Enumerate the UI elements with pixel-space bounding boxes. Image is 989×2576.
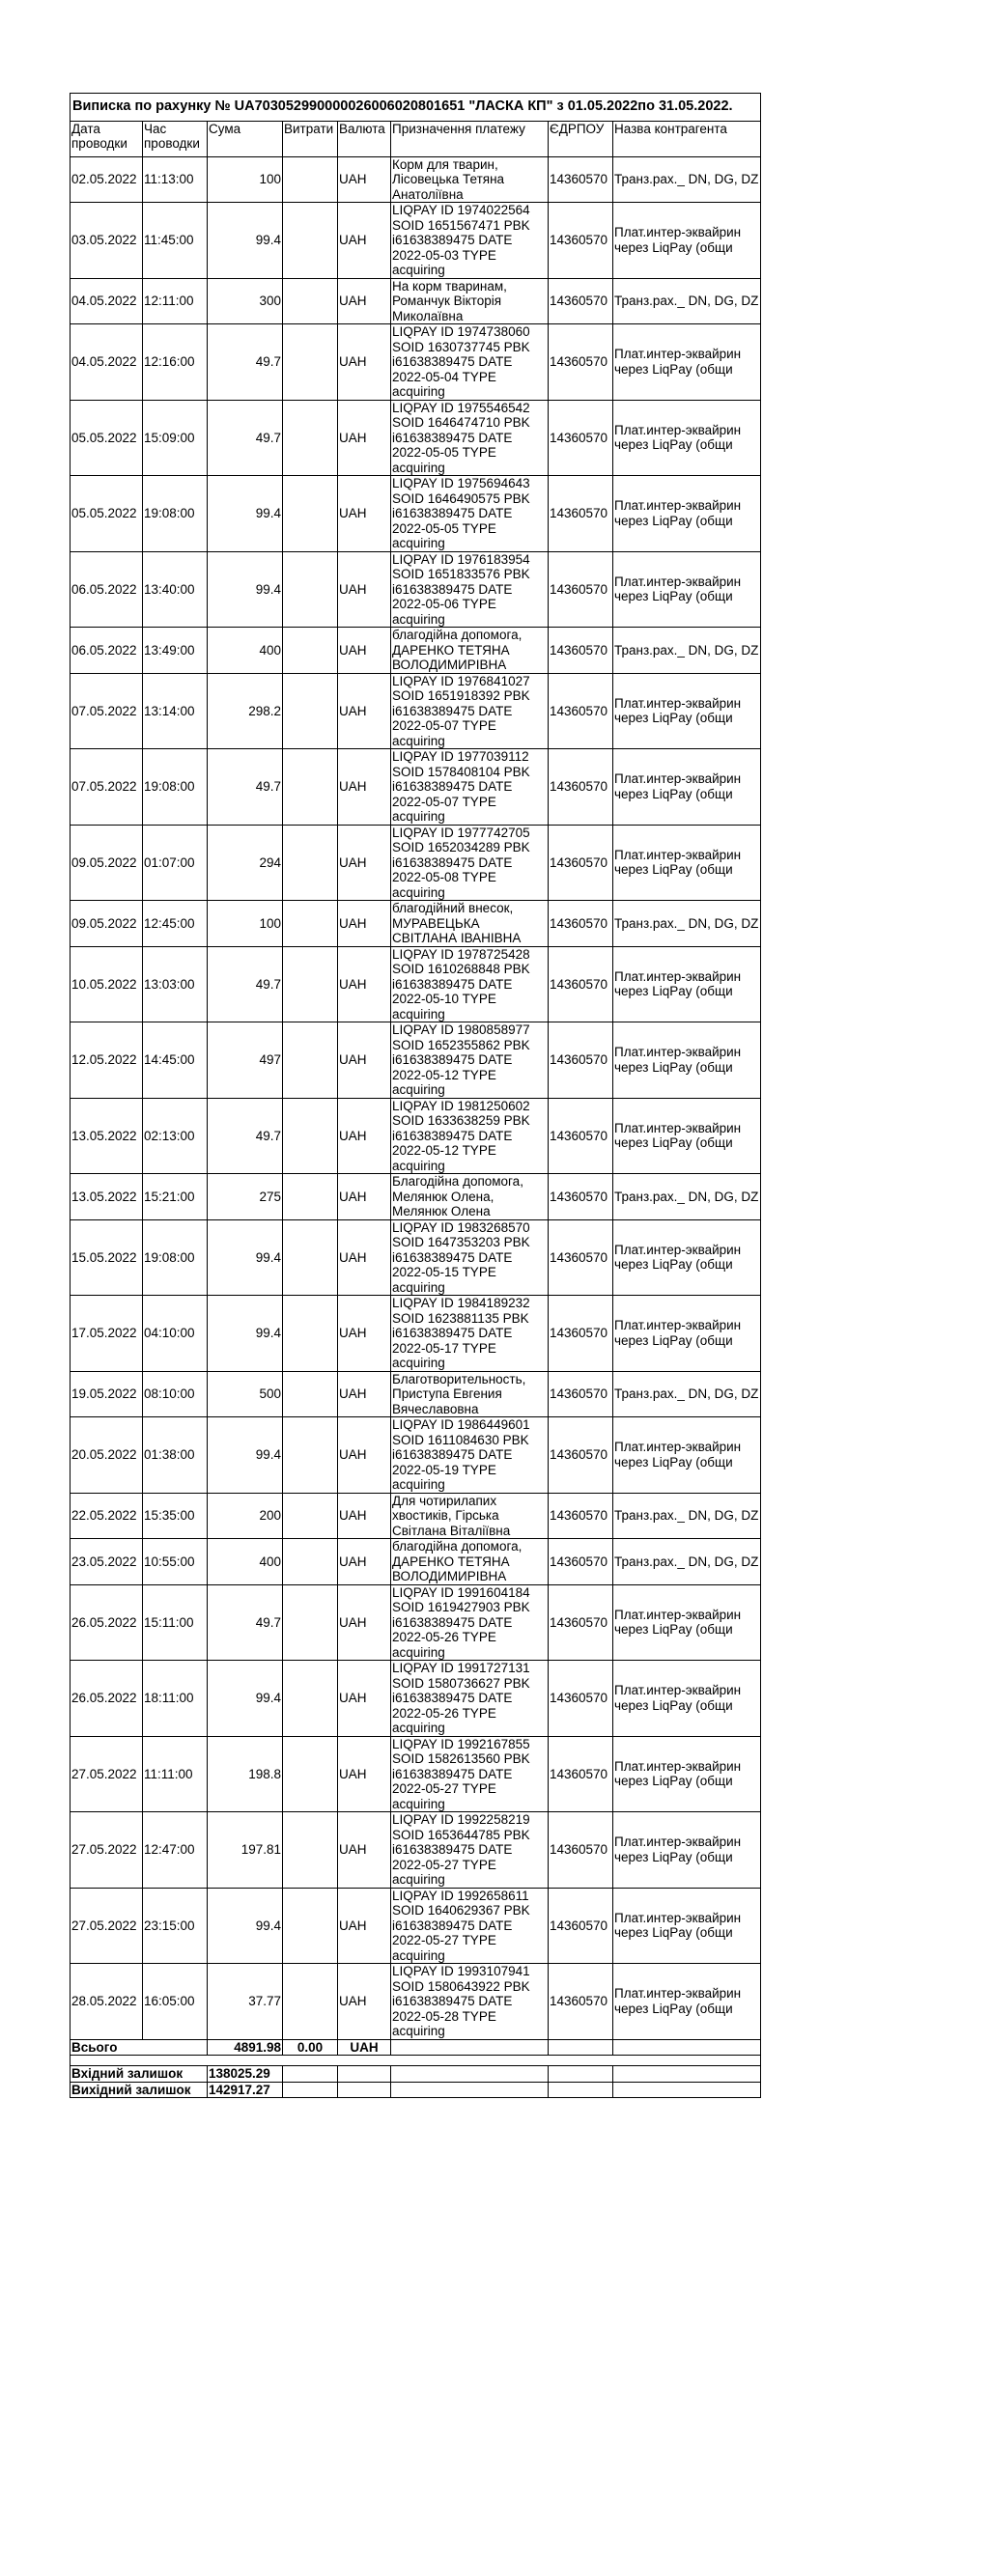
- amount-cell: 99.4: [208, 476, 283, 552]
- table-row: [71, 156, 761, 203]
- purpose-cell: LIQPAY ID 1992167855 SOID 1582613560 PBK i61638389475 DATE 2022-05-27 TYPE acquiring: [391, 1736, 549, 1812]
- amount-cell: 99.4: [208, 203, 283, 279]
- expenses-cell: [283, 324, 338, 401]
- counterparty-cell: Плат.интер-эквайрин через LiqPay (общи: [613, 749, 761, 826]
- purpose-cell: благодійний внесок, МУРАВЕЦЬКА СВІТЛАНА ІВАНІВНА: [391, 901, 549, 947]
- edrpou-cell: 14360570: [549, 1812, 613, 1889]
- time-cell: 16:05:00: [143, 1964, 208, 2040]
- table-row: [71, 551, 761, 628]
- purpose-cell: LIQPAY ID 1991727131 SOID 1580736627 PBK i61638389475 DATE 2022-05-26 TYPE acquiring: [391, 1661, 549, 1737]
- table-row: [71, 1539, 761, 1585]
- table-row: [71, 400, 761, 476]
- edrpou-cell: 14360570: [549, 1584, 613, 1661]
- counterparty-cell: Плат.интер-эквайрин через LiqPay (общи: [613, 1736, 761, 1812]
- counterparty-cell: Плат.интер-эквайрин через LiqPay (общи: [613, 1964, 761, 2040]
- column-header: Витрати: [283, 121, 338, 156]
- counterparty-cell: Плат.интер-эквайрин через LiqPay (общи: [613, 1661, 761, 1737]
- expenses-cell: [283, 476, 338, 552]
- column-header: Дата проводки: [71, 121, 143, 156]
- empty-cell: [613, 2039, 761, 2056]
- expenses-cell: [283, 1584, 338, 1661]
- date-cell: 19.05.2022: [71, 1371, 143, 1417]
- date-cell: 13.05.2022: [71, 1098, 143, 1174]
- date-cell: 12.05.2022: [71, 1022, 143, 1099]
- amount-cell: 500: [208, 1371, 283, 1417]
- empty-cell: [391, 2082, 549, 2098]
- empty-cell: [613, 2082, 761, 2098]
- currency-cell: UAH: [338, 1493, 391, 1539]
- time-cell: 18:11:00: [143, 1661, 208, 1737]
- date-cell: 13.05.2022: [71, 1174, 143, 1220]
- edrpou-cell: 14360570: [549, 749, 613, 826]
- time-cell: 15:09:00: [143, 400, 208, 476]
- currency-cell: UAH: [338, 551, 391, 628]
- header-row: [71, 121, 761, 156]
- counterparty-cell: Транз.рах._ DN, DG, DZ: [613, 1174, 761, 1220]
- date-cell: 26.05.2022: [71, 1584, 143, 1661]
- purpose-cell: LIQPAY ID 1992658611 SOID 1640629367 PBK i61638389475 DATE 2022-05-27 TYPE acquiring: [391, 1888, 549, 1964]
- amount-cell: 200: [208, 1493, 283, 1539]
- counterparty-cell: Транз.рах._ DN, DG, DZ: [613, 156, 761, 203]
- title-row: [71, 94, 761, 122]
- amount-cell: 400: [208, 1539, 283, 1585]
- edrpou-cell: 14360570: [549, 476, 613, 552]
- counterparty-cell: Плат.интер-эквайрин через LiqPay (общи: [613, 400, 761, 476]
- expenses-cell: [283, 1888, 338, 1964]
- table-row: [71, 1022, 761, 1099]
- column-header: Валюта: [338, 121, 391, 156]
- amount-cell: 99.4: [208, 1661, 283, 1737]
- amount-cell: 197.81: [208, 1812, 283, 1889]
- currency-cell: UAH: [338, 1539, 391, 1585]
- table-row: [71, 1812, 761, 1889]
- closing-balance-value: 142917.27: [208, 2082, 283, 2098]
- total-expenses: 0.00: [283, 2039, 338, 2056]
- amount-cell: 198.8: [208, 1736, 283, 1812]
- time-cell: 15:21:00: [143, 1174, 208, 1220]
- counterparty-cell: Плат.интер-эквайрин через LiqPay (общи: [613, 1022, 761, 1099]
- total-currency: UAH: [338, 2039, 391, 2056]
- time-cell: 12:45:00: [143, 901, 208, 947]
- time-cell: 13:49:00: [143, 628, 208, 674]
- counterparty-cell: Плат.интер-эквайрин через LiqPay (общи: [613, 1584, 761, 1661]
- currency-cell: UAH: [338, 1296, 391, 1372]
- currency-cell: UAH: [338, 1661, 391, 1737]
- expenses-cell: [283, 400, 338, 476]
- table-row: [71, 673, 761, 749]
- column-header: Сума: [208, 121, 283, 156]
- date-cell: 06.05.2022: [71, 628, 143, 674]
- currency-cell: UAH: [338, 400, 391, 476]
- purpose-cell: LIQPAY ID 1975694643 SOID 1646490575 PBK i61638389475 DATE 2022-05-05 TYPE acquiring: [391, 476, 549, 552]
- table-row: [71, 1661, 761, 1737]
- expenses-cell: [283, 1661, 338, 1737]
- amount-cell: 100: [208, 156, 283, 203]
- column-header: ЄДРПОУ: [549, 121, 613, 156]
- amount-cell: 99.4: [208, 1417, 283, 1494]
- currency-cell: UAH: [338, 1098, 391, 1174]
- currency-cell: UAH: [338, 156, 391, 203]
- empty-cell: [283, 2082, 338, 2098]
- time-cell: 04:10:00: [143, 1296, 208, 1372]
- table-row: [71, 1296, 761, 1372]
- amount-cell: 49.7: [208, 946, 283, 1022]
- edrpou-cell: 14360570: [549, 1296, 613, 1372]
- purpose-cell: LIQPAY ID 1981250602 SOID 1633638259 PBK i61638389475 DATE 2022-05-12 TYPE acquiring: [391, 1098, 549, 1174]
- empty-cell: [71, 2056, 761, 2066]
- expenses-cell: [283, 1219, 338, 1296]
- edrpou-cell: 14360570: [549, 1539, 613, 1585]
- time-cell: 08:10:00: [143, 1371, 208, 1417]
- date-cell: 03.05.2022: [71, 203, 143, 279]
- purpose-cell: LIQPAY ID 1976841027 SOID 1651918392 PBK i61638389475 DATE 2022-05-07 TYPE acquiring: [391, 673, 549, 749]
- expenses-cell: [283, 1022, 338, 1099]
- counterparty-cell: Транз.рах._ DN, DG, DZ: [613, 1539, 761, 1585]
- time-cell: 13:14:00: [143, 673, 208, 749]
- purpose-cell: LIQPAY ID 1976183954 SOID 1651833576 PBK i61638389475 DATE 2022-05-06 TYPE acquiring: [391, 551, 549, 628]
- empty-cell: [613, 2066, 761, 2083]
- time-cell: 23:15:00: [143, 1888, 208, 1964]
- date-cell: 05.05.2022: [71, 400, 143, 476]
- time-cell: 01:07:00: [143, 825, 208, 901]
- empty-cell: [391, 2039, 549, 2056]
- purpose-cell: LIQPAY ID 1980858977 SOID 1652355862 PBK i61638389475 DATE 2022-05-12 TYPE acquiring: [391, 1022, 549, 1099]
- date-cell: 27.05.2022: [71, 1812, 143, 1889]
- amount-cell: 100: [208, 901, 283, 947]
- purpose-cell: LIQPAY ID 1984189232 SOID 1623881135 PBK i61638389475 DATE 2022-05-17 TYPE acquiring: [391, 1296, 549, 1372]
- expenses-cell: [283, 749, 338, 826]
- table-row: [71, 1219, 761, 1296]
- expenses-cell: [283, 1296, 338, 1372]
- date-cell: 27.05.2022: [71, 1736, 143, 1812]
- expenses-cell: [283, 1736, 338, 1812]
- edrpou-cell: 14360570: [549, 901, 613, 947]
- total-amount: 4891.98: [208, 2039, 283, 2056]
- empty-cell: [549, 2066, 613, 2083]
- time-cell: 19:08:00: [143, 476, 208, 552]
- date-cell: 17.05.2022: [71, 1296, 143, 1372]
- opening-balance-label: Вхідний залишок: [71, 2066, 208, 2083]
- expenses-cell: [283, 946, 338, 1022]
- purpose-cell: LIQPAY ID 1986449601 SOID 1611084630 PBK i61638389475 DATE 2022-05-19 TYPE acquiring: [391, 1417, 549, 1494]
- table-row: [71, 1888, 761, 1964]
- date-cell: 05.05.2022: [71, 476, 143, 552]
- table-row: [71, 1174, 761, 1220]
- date-cell: 26.05.2022: [71, 1661, 143, 1737]
- amount-cell: 49.7: [208, 1098, 283, 1174]
- expenses-cell: [283, 551, 338, 628]
- counterparty-cell: Плат.интер-эквайрин через LiqPay (общи: [613, 1219, 761, 1296]
- purpose-cell: Корм для тварин, Лісовецька Тетяна Анатоліївна: [391, 156, 549, 203]
- counterparty-cell: Плат.интер-эквайрин через LiqPay (общи: [613, 324, 761, 401]
- table-row: [71, 901, 761, 947]
- expenses-cell: [283, 1964, 338, 2040]
- amount-cell: 49.7: [208, 324, 283, 401]
- amount-cell: 298.2: [208, 673, 283, 749]
- time-cell: 15:11:00: [143, 1584, 208, 1661]
- expenses-cell: [283, 1812, 338, 1889]
- table-row: [71, 1964, 761, 2040]
- column-header: Призначення платежу: [391, 121, 549, 156]
- currency-cell: UAH: [338, 1584, 391, 1661]
- currency-cell: UAH: [338, 1964, 391, 2040]
- purpose-cell: Для чотирилапих хвостиків, Гірська Світлана Віталіївна: [391, 1493, 549, 1539]
- empty-cell: [549, 2039, 613, 2056]
- amount-cell: 99.4: [208, 1888, 283, 1964]
- time-cell: 12:47:00: [143, 1812, 208, 1889]
- amount-cell: 275: [208, 1174, 283, 1220]
- counterparty-cell: Плат.интер-эквайрин через LiqPay (общи: [613, 203, 761, 279]
- total-row: [71, 2039, 761, 2056]
- column-header: Назва контрагента: [613, 121, 761, 156]
- edrpou-cell: 14360570: [549, 278, 613, 324]
- bank-statement-table: [70, 93, 761, 2098]
- expenses-cell: [283, 156, 338, 203]
- amount-cell: 99.4: [208, 551, 283, 628]
- edrpou-cell: 14360570: [549, 1219, 613, 1296]
- amount-cell: 99.4: [208, 1296, 283, 1372]
- edrpou-cell: 14360570: [549, 1736, 613, 1812]
- amount-cell: 49.7: [208, 400, 283, 476]
- expenses-cell: [283, 628, 338, 674]
- expenses-cell: [283, 1417, 338, 1494]
- empty-cell: [338, 2082, 391, 2098]
- time-cell: 10:55:00: [143, 1539, 208, 1585]
- expenses-cell: [283, 1174, 338, 1220]
- edrpou-cell: 14360570: [549, 1661, 613, 1737]
- purpose-cell: Благодійна допомога, Мелянюк Олена, Мелянюк Олена: [391, 1174, 549, 1220]
- empty-cell: [391, 2066, 549, 2083]
- time-cell: 19:08:00: [143, 1219, 208, 1296]
- table-row: [71, 203, 761, 279]
- table-row: [71, 1736, 761, 1812]
- currency-cell: UAH: [338, 476, 391, 552]
- edrpou-cell: 14360570: [549, 1371, 613, 1417]
- counterparty-cell: Транз.рах._ DN, DG, DZ: [613, 1371, 761, 1417]
- counterparty-cell: Плат.интер-эквайрин через LiqPay (общи: [613, 551, 761, 628]
- edrpou-cell: 14360570: [549, 1098, 613, 1174]
- table-row: [71, 628, 761, 674]
- time-cell: 02:13:00: [143, 1098, 208, 1174]
- purpose-cell: LIQPAY ID 1983268570 SOID 1647353203 PBK i61638389475 DATE 2022-05-15 TYPE acquiring: [391, 1219, 549, 1296]
- table-row: [71, 278, 761, 324]
- expenses-cell: [283, 278, 338, 324]
- empty-cell: [338, 2066, 391, 2083]
- counterparty-cell: Плат.интер-эквайрин через LiqPay (общи: [613, 1417, 761, 1494]
- date-cell: 07.05.2022: [71, 673, 143, 749]
- empty-cell: [283, 2066, 338, 2083]
- purpose-cell: LIQPAY ID 1978725428 SOID 1610268848 PBK i61638389475 DATE 2022-05-10 TYPE acquiring: [391, 946, 549, 1022]
- currency-cell: UAH: [338, 1417, 391, 1494]
- currency-cell: UAH: [338, 946, 391, 1022]
- counterparty-cell: Плат.интер-эквайрин через LiqPay (общи: [613, 946, 761, 1022]
- edrpou-cell: 14360570: [549, 825, 613, 901]
- currency-cell: UAH: [338, 749, 391, 826]
- amount-cell: 49.7: [208, 1584, 283, 1661]
- amount-cell: 49.7: [208, 749, 283, 826]
- counterparty-cell: Транз.рах._ DN, DG, DZ: [613, 1493, 761, 1539]
- currency-cell: UAH: [338, 1736, 391, 1812]
- currency-cell: UAH: [338, 901, 391, 947]
- currency-cell: UAH: [338, 825, 391, 901]
- counterparty-cell: Транз.рах._ DN, DG, DZ: [613, 901, 761, 947]
- edrpou-cell: 14360570: [549, 628, 613, 674]
- date-cell: 27.05.2022: [71, 1888, 143, 1964]
- purpose-cell: LIQPAY ID 1991604184 SOID 1619427903 PBK i61638389475 DATE 2022-05-26 TYPE acquiring: [391, 1584, 549, 1661]
- closing-balance-row: [71, 2082, 761, 2098]
- opening-balance-value: 138025.29: [208, 2066, 283, 2083]
- purpose-cell: LIQPAY ID 1974738060 SOID 1630737745 PBK i61638389475 DATE 2022-05-04 TYPE acquiring: [391, 324, 549, 401]
- counterparty-cell: Плат.интер-эквайрин через LiqPay (общи: [613, 1888, 761, 1964]
- purpose-cell: LIQPAY ID 1993107941 SOID 1580643922 PBK i61638389475 DATE 2022-05-28 TYPE acquiring: [391, 1964, 549, 2040]
- purpose-cell: На корм тваринам, Романчук Вікторія Миколаївна: [391, 278, 549, 324]
- date-cell: 23.05.2022: [71, 1539, 143, 1585]
- date-cell: 07.05.2022: [71, 749, 143, 826]
- amount-cell: 400: [208, 628, 283, 674]
- edrpou-cell: 14360570: [549, 203, 613, 279]
- expenses-cell: [283, 825, 338, 901]
- edrpou-cell: 14360570: [549, 400, 613, 476]
- counterparty-cell: Плат.интер-эквайрин через LiqPay (общи: [613, 1812, 761, 1889]
- purpose-cell: LIQPAY ID 1974022564 SOID 1651567471 PBK i61638389475 DATE 2022-05-03 TYPE acquiring: [391, 203, 549, 279]
- time-cell: 19:08:00: [143, 749, 208, 826]
- currency-cell: UAH: [338, 1812, 391, 1889]
- currency-cell: UAH: [338, 324, 391, 401]
- date-cell: 04.05.2022: [71, 324, 143, 401]
- amount-cell: 294: [208, 825, 283, 901]
- expenses-cell: [283, 1371, 338, 1417]
- table-row: [71, 1417, 761, 1494]
- time-cell: 11:11:00: [143, 1736, 208, 1812]
- table-row: [71, 476, 761, 552]
- date-cell: 22.05.2022: [71, 1493, 143, 1539]
- purpose-cell: благодійна допомога, ДАРЕНКО ТЕТЯНА ВОЛОДИМИРІВНА: [391, 1539, 549, 1585]
- table-row: [71, 1371, 761, 1417]
- date-cell: 20.05.2022: [71, 1417, 143, 1494]
- statement-title: Виписка по рахунку № UA703052990000026006020801651 "ЛАСКА КП" з 01.05.2022по 31.05.2022.: [71, 94, 761, 122]
- closing-balance-label: Вихідний залишок: [71, 2082, 208, 2098]
- currency-cell: UAH: [338, 1022, 391, 1099]
- currency-cell: UAH: [338, 203, 391, 279]
- total-label: Всього: [71, 2039, 208, 2056]
- table-row: [71, 825, 761, 901]
- amount-cell: 99.4: [208, 1219, 283, 1296]
- table-row: [71, 1584, 761, 1661]
- counterparty-cell: Плат.интер-эквайрин через LiqPay (общи: [613, 825, 761, 901]
- counterparty-cell: Плат.интер-эквайрин через LiqPay (общи: [613, 673, 761, 749]
- currency-cell: UAH: [338, 673, 391, 749]
- edrpou-cell: 14360570: [549, 946, 613, 1022]
- currency-cell: UAH: [338, 278, 391, 324]
- purpose-cell: LIQPAY ID 1975546542 SOID 1646474710 PBK i61638389475 DATE 2022-05-05 TYPE acquiring: [391, 400, 549, 476]
- time-cell: 13:03:00: [143, 946, 208, 1022]
- date-cell: 15.05.2022: [71, 1219, 143, 1296]
- date-cell: 04.05.2022: [71, 278, 143, 324]
- counterparty-cell: Плат.интер-эквайрин через LiqPay (общи: [613, 1296, 761, 1372]
- edrpou-cell: 14360570: [549, 551, 613, 628]
- amount-cell: 37.77: [208, 1964, 283, 2040]
- edrpou-cell: 14360570: [549, 1417, 613, 1494]
- date-cell: 02.05.2022: [71, 156, 143, 203]
- purpose-cell: LIQPAY ID 1977039112 SOID 1578408104 PBK i61638389475 DATE 2022-05-07 TYPE acquiring: [391, 749, 549, 826]
- expenses-cell: [283, 1098, 338, 1174]
- time-cell: 14:45:00: [143, 1022, 208, 1099]
- edrpou-cell: 14360570: [549, 1964, 613, 2040]
- expenses-cell: [283, 901, 338, 947]
- expenses-cell: [283, 203, 338, 279]
- counterparty-cell: Транз.рах._ DN, DG, DZ: [613, 628, 761, 674]
- spacer-row: [71, 2056, 761, 2066]
- time-cell: 12:11:00: [143, 278, 208, 324]
- currency-cell: UAH: [338, 1174, 391, 1220]
- expenses-cell: [283, 1539, 338, 1585]
- amount-cell: 300: [208, 278, 283, 324]
- date-cell: 09.05.2022: [71, 825, 143, 901]
- expenses-cell: [283, 673, 338, 749]
- table-row: [71, 1493, 761, 1539]
- edrpou-cell: 14360570: [549, 156, 613, 203]
- currency-cell: UAH: [338, 628, 391, 674]
- currency-cell: UAH: [338, 1219, 391, 1296]
- purpose-cell: LIQPAY ID 1992258219 SOID 1653644785 PBK i61638389475 DATE 2022-05-27 TYPE acquiring: [391, 1812, 549, 1889]
- time-cell: 12:16:00: [143, 324, 208, 401]
- table-row: [71, 946, 761, 1022]
- table-row: [71, 749, 761, 826]
- date-cell: 06.05.2022: [71, 551, 143, 628]
- time-cell: 13:40:00: [143, 551, 208, 628]
- purpose-cell: благодійна допомога, ДАРЕНКО ТЕТЯНА ВОЛОДИМИРІВНА: [391, 628, 549, 674]
- counterparty-cell: Плат.интер-эквайрин через LiqPay (общи: [613, 476, 761, 552]
- time-cell: 15:35:00: [143, 1493, 208, 1539]
- edrpou-cell: 14360570: [549, 673, 613, 749]
- currency-cell: UAH: [338, 1888, 391, 1964]
- date-cell: 10.05.2022: [71, 946, 143, 1022]
- table-row: [71, 1098, 761, 1174]
- time-cell: 11:13:00: [143, 156, 208, 203]
- edrpou-cell: 14360570: [549, 1022, 613, 1099]
- counterparty-cell: Транз.рах._ DN, DG, DZ: [613, 278, 761, 324]
- date-cell: 28.05.2022: [71, 1964, 143, 2040]
- expenses-cell: [283, 1493, 338, 1539]
- empty-cell: [549, 2082, 613, 2098]
- currency-cell: UAH: [338, 1371, 391, 1417]
- date-cell: 09.05.2022: [71, 901, 143, 947]
- table-row: [71, 324, 761, 401]
- time-cell: 11:45:00: [143, 203, 208, 279]
- time-cell: 01:38:00: [143, 1417, 208, 1494]
- edrpou-cell: 14360570: [549, 1493, 613, 1539]
- opening-balance-row: [71, 2066, 761, 2083]
- purpose-cell: LIQPAY ID 1977742705 SOID 1652034289 PBK i61638389475 DATE 2022-05-08 TYPE acquiring: [391, 825, 549, 901]
- edrpou-cell: 14360570: [549, 1888, 613, 1964]
- purpose-cell: Благотворительность, Приступа Евгения Вячеславовна: [391, 1371, 549, 1417]
- amount-cell: 497: [208, 1022, 283, 1099]
- counterparty-cell: Плат.интер-эквайрин через LiqPay (общи: [613, 1098, 761, 1174]
- edrpou-cell: 14360570: [549, 324, 613, 401]
- column-header: Час проводки: [143, 121, 208, 156]
- edrpou-cell: 14360570: [549, 1174, 613, 1220]
